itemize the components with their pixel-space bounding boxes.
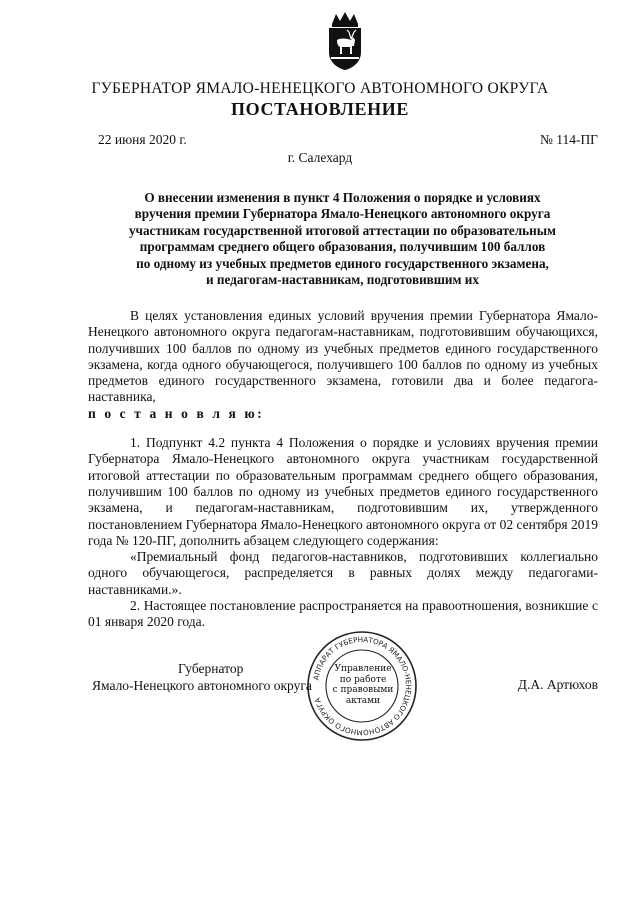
item-1-paragraph: 1. Подпункт 4.2 пункта 4 Положения о порядке и условиях вручения премии Губернатора Ямало-Ненецкого автономного округа участникам государственной итоговой аттестации по образовательным программам среднего общего образования, получившим 100 баллов по одному из учебных предметов единого государственного экзамена, и педагогам-наставникам, подготовившим их, утвержденного постановлением Губернатора Ямало-Ненецкого автономного округа от 02 сентября 2019 года № 120-ПГ, дополнить абзацем следующего содержания: bbox=[88, 435, 598, 548]
signatory-position-line: Губернатор bbox=[178, 661, 244, 676]
decree-word: п о с т а н о в л я ю: bbox=[88, 405, 265, 421]
item-1-quote: «Премиальный фонд педагогов-наставников, подготовивших коллегиально одного обучающегося, распределяется в равных долях между педагогами-наставниками.». bbox=[88, 549, 598, 597]
title-line: и педагогам-наставникам, подготовившим их bbox=[206, 272, 479, 288]
issuing-authority: ГУБЕРНАТОР ЯМАЛО-НЕНЕЦКОГО АВТОНОМНОГО ОКРУГА bbox=[91, 80, 549, 97]
document-city: г. Салехард bbox=[287, 150, 353, 165]
stamp-center-line: по работе bbox=[339, 674, 387, 685]
stamp-ring-text: АППАРАТ ГУБЕРНАТОРА ЯМАЛО-НЕНЕЦКОГО АВТОНОМНОГО ОКРУГА bbox=[311, 634, 414, 738]
stamp-center-line: с правовыми bbox=[332, 685, 394, 695]
document-date: 22 июня 2020 г. bbox=[98, 132, 187, 147]
decree-paragraph bbox=[88, 406, 598, 422]
item-2-paragraph: 2. Настоящее постановление распространяется на правоотношения, возникшие с 01 января 2020 года. bbox=[88, 598, 598, 630]
title-line: участникам государственной итоговой аттестации по образовательным bbox=[128, 222, 557, 238]
preamble-paragraph bbox=[88, 308, 598, 406]
document-title bbox=[90, 190, 595, 288]
title-line: вручения премии Губернатора Ямало-Ненецкого автономного округа bbox=[134, 206, 551, 222]
title-line: О внесении изменения в пункт 4 Положения о порядке и условиях bbox=[144, 190, 541, 205]
title-line: по одному из учебных предметов единого государственного экзамена, bbox=[136, 255, 549, 271]
signatory-name: Д.А. Артюхов bbox=[517, 677, 598, 692]
document-type: ПОСТАНОВЛЕНИЕ bbox=[231, 99, 409, 119]
signatory-position bbox=[92, 660, 312, 694]
stamp-center-line: актами bbox=[345, 695, 381, 706]
coat-of-arms-emblem bbox=[324, 10, 366, 72]
document-body bbox=[88, 308, 598, 631]
document-number: № 114-ПГ bbox=[539, 132, 598, 147]
stamp-center-line: Управление bbox=[334, 664, 392, 674]
title-line: программам среднего общего образования, получившим 100 баллов bbox=[139, 239, 546, 255]
signatory-position-line: Ямало-Ненецкого автономного округа bbox=[92, 678, 312, 693]
preamble-text: В целях установления единых условий вручения премии Губернатора Ямало-Ненецкого автономного округа педагогам-наставникам, подготовившим обучающихся, получивших 100 баллов по одному из учебных предметов единого государственного экзамена, когда одного обучающегося, получившего 100 баллов по одному из учебных предметов единого государственного экзамена, готовили два и более педагога-наставника, bbox=[88, 308, 598, 405]
stamp-center-text bbox=[330, 664, 396, 706]
